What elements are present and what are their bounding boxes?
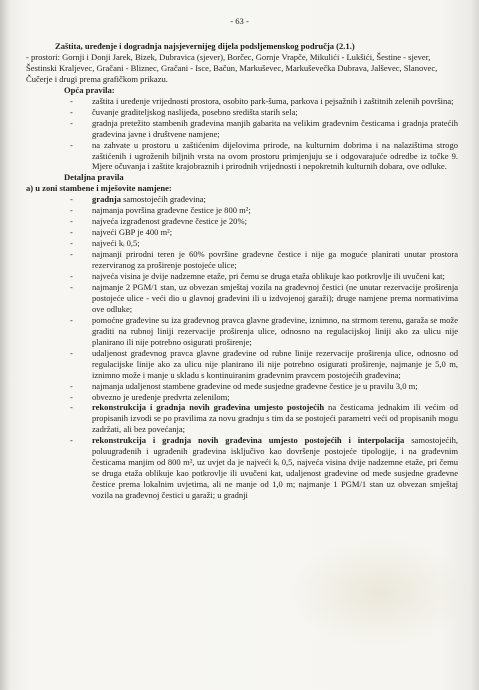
list-item: - na zahvate u prostoru u zaštićenim dijelovima prirode, na kulturnim dobrima i na nalazištima strogo zaštićenih i ugroženih biljnih vrsta na ovom prostoru primjenjuju se i odgovarajuće odredbe iz točke 9. Mjere očuvanja i zaštite krajobraznih i prirodnih vrijednosti i nepokretnih kulturnih dobara, ove odluke.: [26, 140, 458, 173]
list-item: [26, 435, 458, 501]
rule-text: samostojećih, poluugrađenih i ugrađenih građevina isključivo kao dovršenje postojeće tipologije, i na građevnim česticama manjim od 800 m², uz uvjet da je najveći kᵢ 0,5, najveća visina dvije nadzemne etaže, pri čemu se druga etaža oblikuje kao potkrovlje ili uvučeni kat, udaljenost građevine od međe susjedne građevne čestice prema lokalnim uvjetima, ali ne manje od 1,0 m; najmanje 1 PGM/1 stan uz obvezan smještaj vozila na građevnoj čestici u garaži; u gradnji: [92, 435, 458, 501]
rule-bold: rekonstrukcija i gradnja novih građevina umjesto postojećih: [92, 402, 325, 413]
list-item: - gradnja pretežito stambenih građevina manjih gabarita na velikim građevnim česticama i gradnja pratećih građevina javne i društvene namjene;: [26, 118, 458, 140]
rule-bold: rekonstrukcija i gradnja novih građevina umjesto postojećih i interpolacija: [92, 435, 405, 446]
page-edge-shadow: [471, 0, 479, 690]
list-item: [26, 227, 458, 238]
zone-rules-list: [26, 194, 458, 501]
rule-text: pomoćne građevine su iza građevnog pravca glavne građevine, iznimno, na strmom terenu, garaža se može graditi na rubnoj liniji rezervacije proširenja ulice, odnosno na regulacijskoj liniji ako za ulicu nije planirano ili nije potrebno osigurati proširenje;: [92, 314, 458, 347]
list-item: - čuvanje graditeljskog naslijeđa, posebno središta starih sela;: [26, 107, 458, 118]
list-item: [26, 216, 458, 227]
rule-bold: gradnja: [92, 194, 121, 205]
prostori-paragraph: - prostori: Gornji i Donji Jarek, Bizek, Dubravica (sjever), Borčec, Gornje Vrapče, Mikulići - Lukšići, Šestine - sjever, Šestinski Kraljevec, Gračani - Bliznec, Gračani - Isce, Bačun, Markuševec, Markuševečka Dubrava, Jalševec, Slanovec, Čučerje i drugi prema grafičkom prikazu.: [26, 51, 438, 84]
rule-text: samostojećih građevina;: [120, 194, 206, 205]
rule-text: obvezno je uređenje predvrta zelenilom;: [92, 391, 230, 402]
detaljna-pravila-heading: Detaljna pravila: [64, 172, 124, 183]
list-item: [26, 348, 458, 381]
opca-pravila-heading: Opća pravila:: [64, 84, 115, 95]
rule-text: najveći kᵢ 0,5;: [92, 238, 140, 249]
list-item: [26, 238, 458, 249]
document-body: [26, 41, 458, 501]
opca-pravila-list: [26, 96, 458, 173]
rule-text: najveća izgrađenost građevne čestice je 20%;: [92, 216, 247, 227]
list-item: [26, 205, 458, 216]
list-item: [26, 282, 458, 315]
rule-text: najmanja udaljenost stambene građevine od međe susjedne građevne čestice je u pravilu 3,0 m;: [92, 380, 418, 391]
list-item: [26, 381, 458, 392]
list-item: [26, 271, 458, 282]
rule-text: na česticama jednakim ili većim od propisanih izvodi se po pravilima za novu gradnju s tim da se postojeći parametri veći od propisanih mogu zadržati, ali bez povećanja;: [92, 402, 458, 435]
rule-text: najmanja površina građevne čestice je 800 m²;: [92, 205, 251, 216]
paper-stain: [290, 538, 470, 648]
zone-heading: a) u zoni stambene i mješovite namjene:: [26, 183, 172, 194]
rule-text: udaljenost građevnog pravca glavne građevine od rubne linije rezervacije proširenja ulice, odnosno od regulacijske linije ako za ulicu nije planirano ili nije potrebno osigurati proširenje, najmanje je 5,0 m, iznimno može i manje u skladu s kontinuiranim građevnim pravcem postojećih građevina;: [92, 347, 458, 380]
list-item: [26, 392, 458, 403]
list-item: [26, 315, 458, 348]
rule-text: najveća visina je dvije nadzemne etaže, pri čemu se druga etaža oblikuje kao potkrovlje ili uvučeni kat;: [92, 271, 445, 282]
rule-text: najveći GBP je 400 m²;: [92, 227, 173, 238]
list-item: [26, 402, 458, 435]
list-item: [26, 194, 458, 205]
list-item: [26, 249, 458, 271]
page-number: - 63 -: [230, 16, 249, 26]
section-title: Zaštita, uređenje i dogradnja najsjevernijeg dijela podsljemenskog područja (2.1.): [55, 41, 355, 51]
rule-text: najmanje 2 PGM/1 stan, uz obvezan smještaj vozila na građevnoj čestici (ne unutar rezervacije proširenja postojeće ulice - veći dio u glavnoj građevini ili u izdvojenoj garaži); druge namjene prema normativima ove odluke;: [92, 281, 458, 314]
rule-text: najmanji prirodni teren je 60% površine građevne čestice i nije ga moguće planirati unutar prostora rezerviranog za proširenje postojeće ulice;: [92, 249, 458, 271]
list-item: - zaštita i uređenje vrijednosti prostora, osobito park-šuma, parkova i pejsažnih i zaštitnih zelenih površina;: [26, 96, 458, 107]
